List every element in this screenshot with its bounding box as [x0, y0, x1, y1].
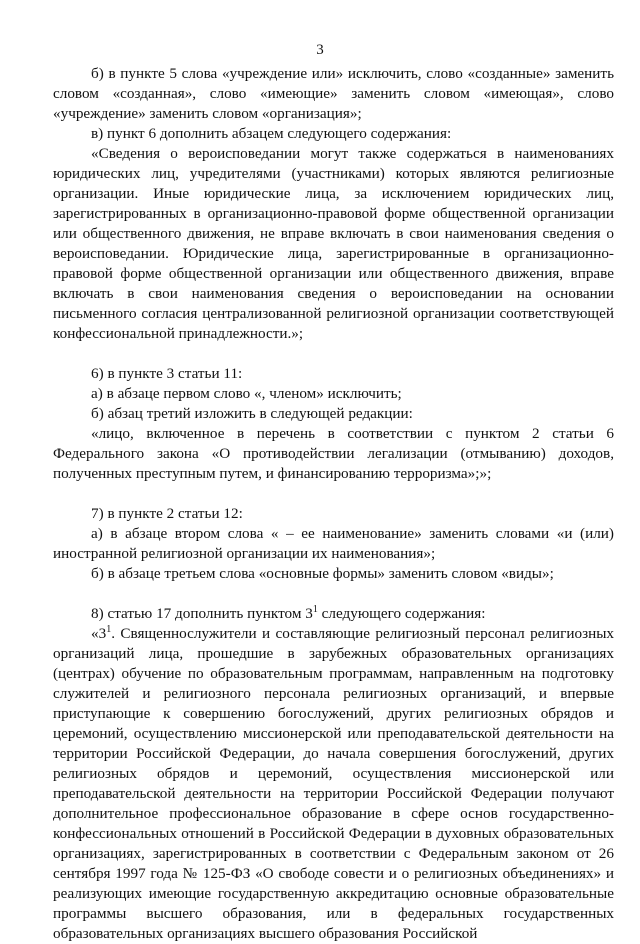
- paragraph: 7) в пункте 2 статьи 12:: [91, 505, 243, 522]
- superscript: 1: [312, 603, 318, 615]
- paragraph-text: «3: [91, 625, 107, 642]
- quoted-paragraph: «Сведения о вероисповедании могут также содержаться в наименованиях юридических лиц, учредителями (участниками) которых являются религиозные организации. Иные юридические лица, за исключением юридических лиц, зарегистрированных в организационно-правовой форме общественной организации или общественного движения, не вправе включать в свои наименования сведения о вероисповедании. Юридические лица, зарегистрированные в организационно-правовой форме общественной организации или общественного движения, вправе включать в свои наименования сведения о вероисповедании на основании письменного согласия централизованной религиозной организации соответствующей конфессиональной принадлежности.»;: [53, 145, 614, 342]
- page-number: 3: [316, 42, 324, 58]
- paragraph: б) в пункте 5 слова «учреждение или» исключить, слово «созданные» заменить словом «созданная», слово «имеющие» заменить словом «имеющая», слово «учреждение» заменить словом «организация»;: [53, 65, 614, 122]
- paragraph: а) в абзаце первом слово «, членом» исключить;: [91, 385, 402, 402]
- document-body: [53, 64, 614, 944]
- paragraph: б) в абзаце третьем слова «основные формы» заменить словом «виды»;: [91, 565, 554, 582]
- paragraph: [53, 604, 614, 624]
- spacer: [53, 484, 614, 504]
- paragraph: 6) в пункте 3 статьи 11:: [91, 365, 243, 382]
- spacer: [53, 344, 614, 364]
- quoted-paragraph: «лицо, включенное в перечень в соответствии с пунктом 2 статьи 6 Федерального закона «О противодействии легализации (отмыванию) доходов, полученных преступным путем, и финансированию терроризма»;»;: [53, 425, 614, 482]
- spacer: [53, 584, 614, 604]
- paragraph: б) абзац третий изложить в следующей редакции:: [91, 405, 413, 422]
- paragraph: а) в абзаце втором слова « – ее наименование» заменить словами «и (или) иностранной религиозной организации их наименования»;: [53, 525, 614, 562]
- paragraph-text: следующего содержания:: [317, 605, 486, 622]
- paragraph: в) пункт 6 дополнить абзацем следующего содержания:: [91, 125, 452, 142]
- superscript: 1: [106, 623, 112, 635]
- paragraph-text: 8) статью 17 дополнить пунктом 3: [91, 605, 313, 622]
- quoted-paragraph: [53, 624, 614, 944]
- paragraph-text: . Священнослужители и составляющие религиозный персонал религиозных организаций лица, прошедшие в зарубежных образовательных организациях (центрах) обучение по образовательным программам, направленным на подготовку служителей и религиозного персонала религиозных организаций, и впервые приступающие к совершению богослужений, других религиозных обрядов и церемоний, осуществлению миссионерской или преподавательской деятельности на территории Российской Федерации, до начала совершения богослужений, других религиозных обрядов и церемоний, осуществления миссионерской или преподавательской деятельности на территории Российской Федерации получают дополнительное профессиональное образование в сфере основ государственно-конфессиональных отношений в Российской Федерации в духовных образовательных организациях, зарегистрированных в соответствии с Федеральным законом от 26 сентября 1997 года № 125-ФЗ «О свободе совести и о религиозных объединениях» и реализующих имеющие государственную аккредитацию основные образовательные программы высшего образования, или в федеральных государственных образовательных организациях высшего образования Российской: [53, 625, 614, 942]
